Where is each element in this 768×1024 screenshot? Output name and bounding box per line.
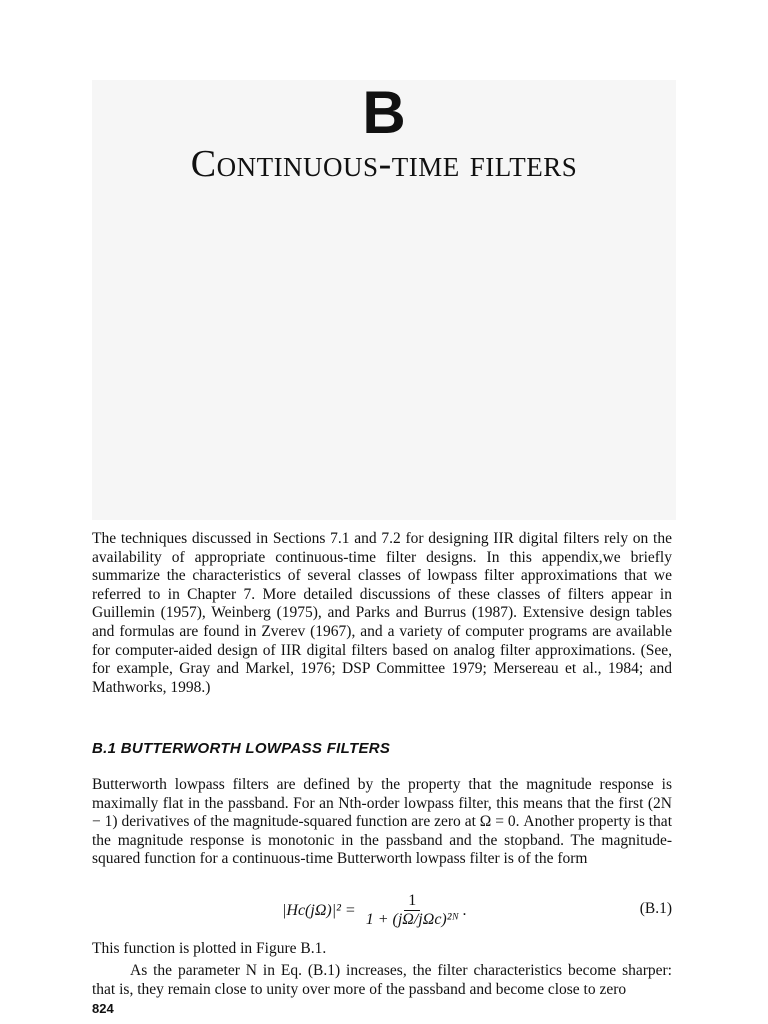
- equation: [282, 892, 467, 929]
- equation-numerator: 1: [404, 892, 420, 911]
- equation-period: .: [462, 901, 467, 919]
- section-heading: B.1 BUTTERWORTH LOWPASS FILTERS: [92, 740, 391, 757]
- body-paragraph-1: Butterworth lowpass filters are defined by the property that the magnitude response is maximally flat in the passband. For an Nth-order lowpass filter, this means that the first (2N − 1) derivatives of the magnitude-squared function are zero at Ω = 0. Another property is that the magnitude response is monotonic in the passband and the stopband. The magnitude-squared function for a continuous-time Butterworth lowpass filter is of the form: [92, 776, 672, 868]
- equation-b1: [92, 890, 672, 930]
- page-number: 824: [92, 1001, 114, 1016]
- intro-paragraph: The techniques discussed in Sections 7.1 and 7.2 for designing IIR digital filters rely on the availability of appropriate continuous-time filter designs. In this appendix,we briefly summarize the characteristics of several classes of lowpass filter approximations that we referred to in Chapter 7. More detailed discussions of these classes of filters appear in Guillemin (1957), Weinberg (1975), and Parks and Burrus (1987). Extensive design tables and formulas are found in Zverev (1967), and a variety of computer programs are available for computer-aided design of IIR digital filters based on analog filter approximations. (See, for example, Gray and Markel, 1976; DSP Committee 1979; Mersereau et al., 1984; and Mathworks, 1998.): [92, 530, 672, 696]
- appendix-letter: B: [362, 79, 406, 146]
- equation-fraction: [366, 892, 459, 929]
- body-paragraph-2: This function is plotted in Figure B.1.: [92, 940, 327, 957]
- chapter-title: Continuous-time filters: [190, 143, 578, 185]
- body-paragraph-3: As the parameter N in Eq. (B.1) increases, the filter characteristics become sharper: that is, they remain close to unity over more of the passband and become close to zero: [92, 962, 672, 998]
- equation-number: (B.1): [639, 900, 672, 917]
- equation-denominator: 1 + (jΩ/jΩc)²ᴺ: [365, 911, 459, 928]
- equation-lhs: |Hc(jΩ)|² =: [282, 901, 356, 919]
